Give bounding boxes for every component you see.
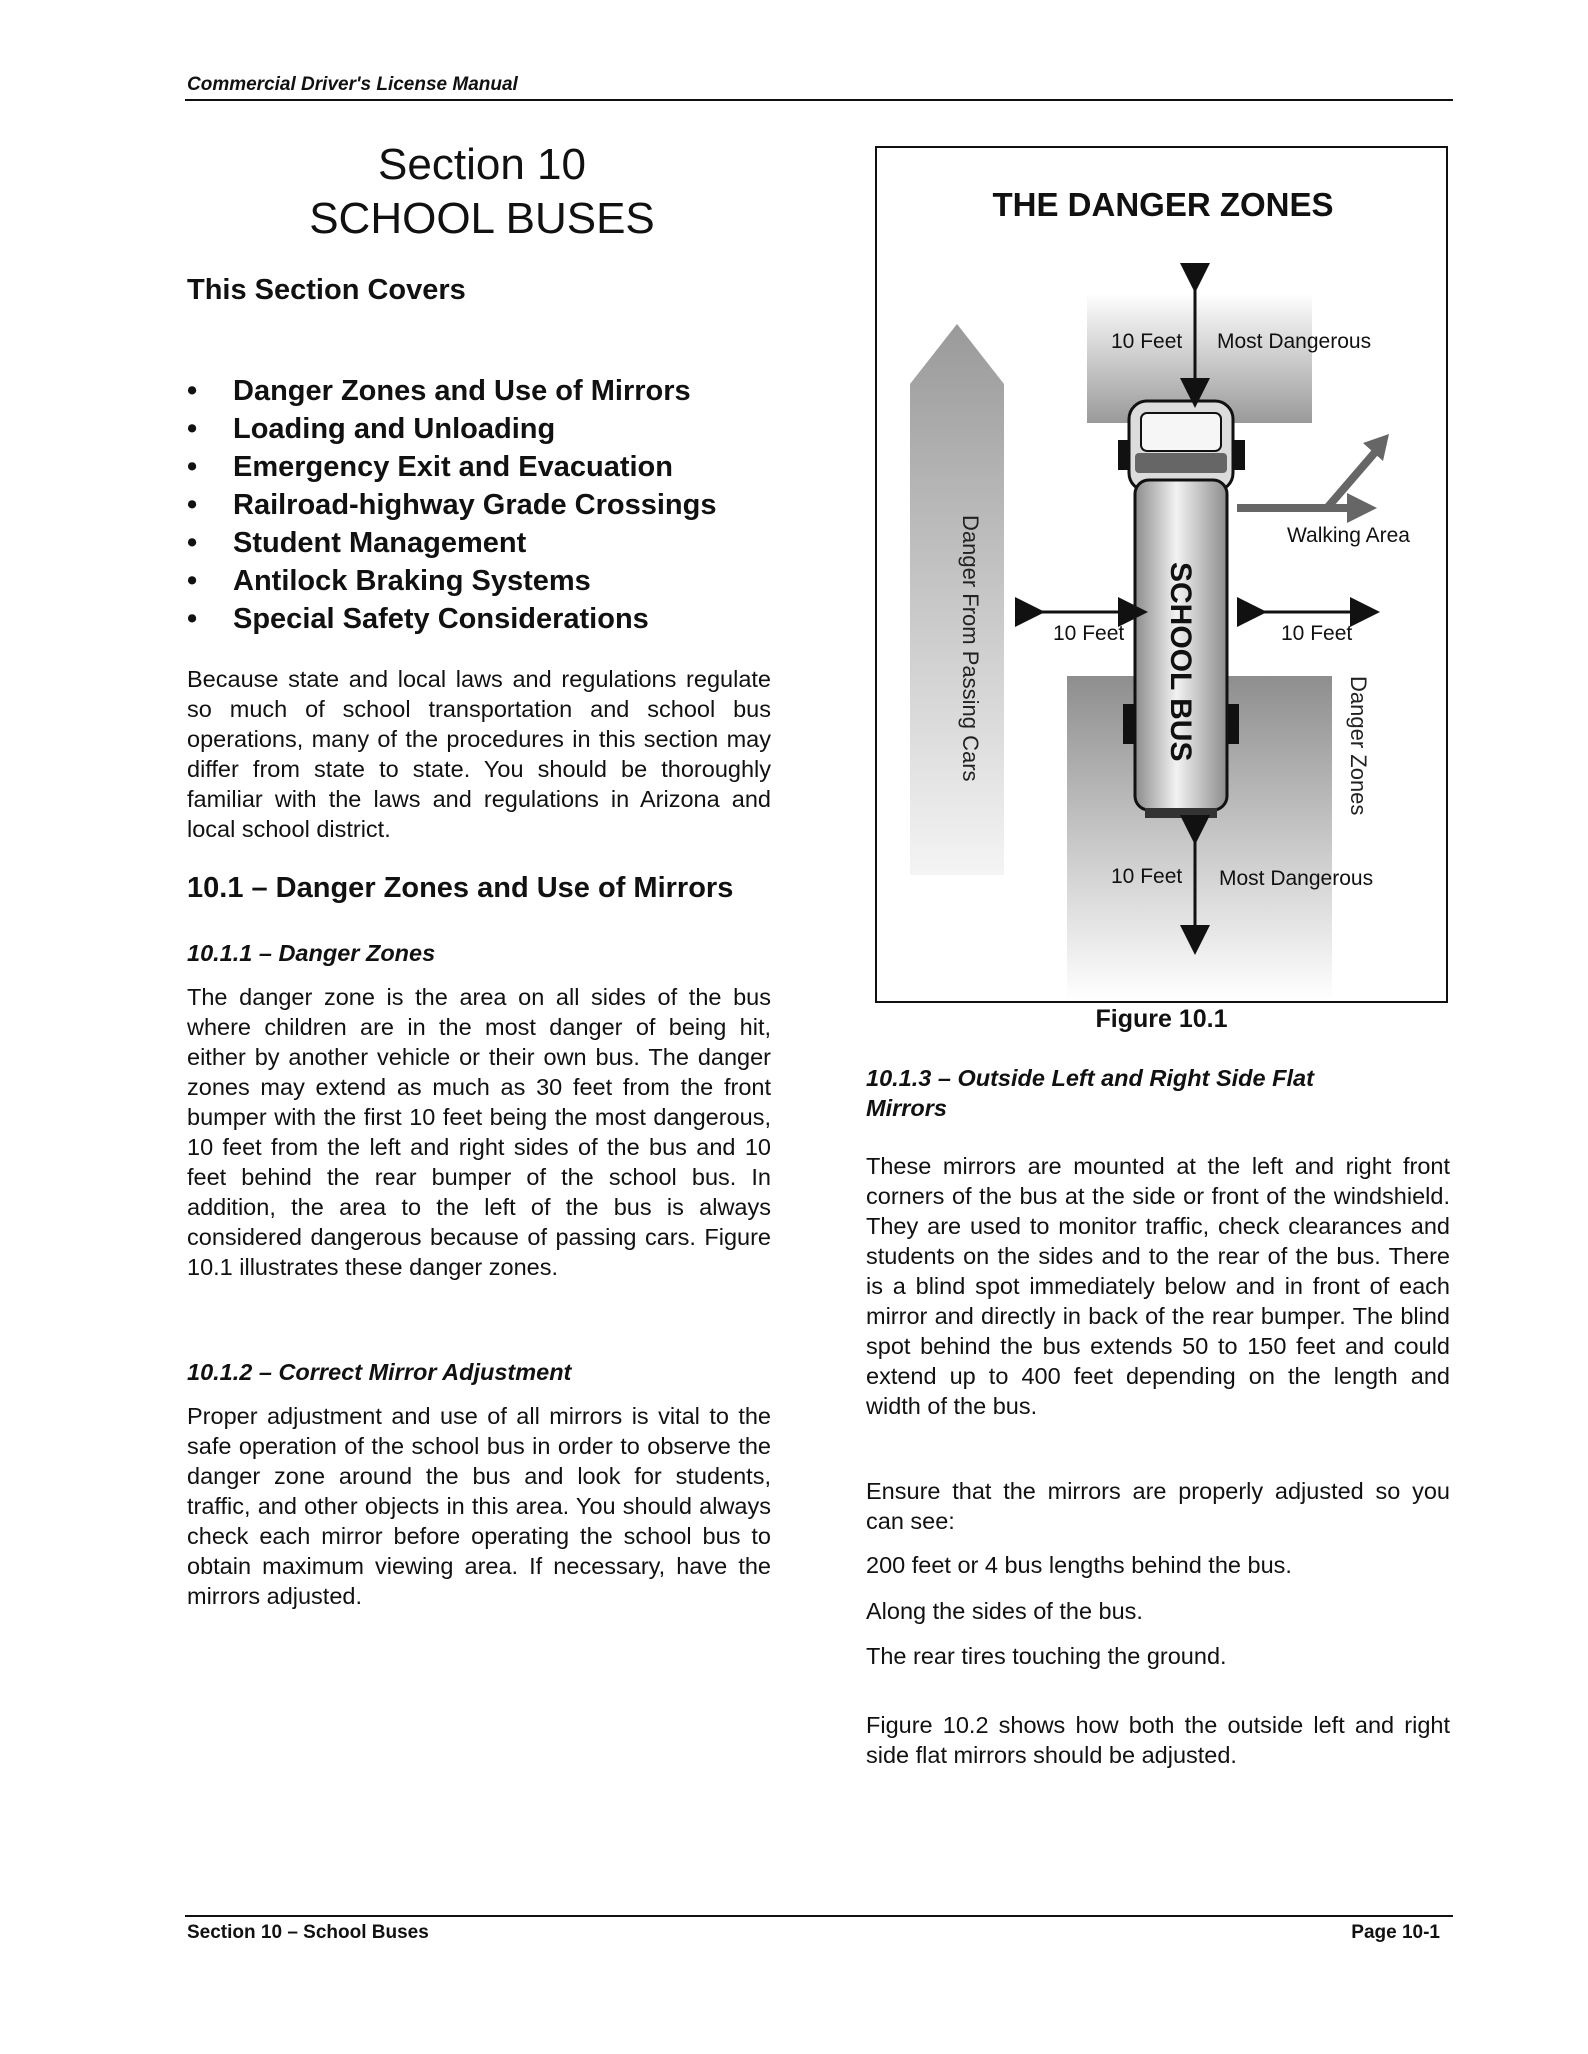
rear-distance-label: 10 Feet [1111, 865, 1183, 888]
mirror-adjustment-paragraph: Proper adjustment and use of all mirrors is vital to the safe operation of the school bus in order to observe the danger zone around the bus and look for students, traffic, and other objects in this area. You should always check each mirror before operating the school bus to obtain maximum viewing area. If necessary, have the mirrors adjusted. [187, 1403, 771, 1609]
danger-zones-figure [875, 146, 1448, 1003]
figure-title: THE DANGER ZONES [992, 186, 1334, 223]
covers-item: • Student Management [187, 524, 716, 562]
front-distance-label: 10 Feet [1111, 330, 1183, 353]
front-note-label: Most Dangerous [1217, 330, 1372, 353]
covers-list [187, 372, 716, 638]
covers-item: • Antilock Braking Systems [187, 562, 716, 600]
footer-page-number: Page 10-1 [1351, 1922, 1440, 1943]
section-number: Section 10 [378, 140, 586, 189]
section-name: SCHOOL BUSES [309, 194, 655, 243]
passing-cars-label: Danger From Passing Cars [958, 515, 983, 782]
footer-rule [185, 1915, 1453, 1917]
school-bus-label: SCHOOL BUS [1164, 562, 1197, 762]
section-10-1-3-heading: 10.1.3 – Outside Left and Right Side Flat Mirrors [866, 1065, 1314, 1121]
running-header: Commercial Driver's License Manual [187, 74, 518, 95]
section-10-1-2-heading: 10.1.2 – Correct Mirror Adjustment [187, 1359, 572, 1385]
covers-item: • Railroad-highway Grade Crossings [187, 486, 716, 524]
mirror-view-line: Along the sides of the bus. [866, 1598, 1143, 1624]
covers-item: • Loading and Unloading [187, 410, 716, 448]
danger-zones-diagram [877, 148, 1446, 1001]
section-10-1-1-heading: 10.1.1 – Danger Zones [187, 940, 436, 966]
ensure-paragraph: Ensure that the mirrors are properly adjusted so you can see: [866, 1478, 1450, 1534]
covers-item: • Special Safety Considerations [187, 600, 716, 638]
rear-note-label: Most Dangerous [1219, 867, 1374, 890]
walking-area-arrows [1237, 434, 1389, 523]
covers-heading: This Section Covers [187, 274, 466, 306]
danger-zones-paragraph: The danger zone is the area on all sides of the bus where children are in the most danger of being hit, either by another vehicle or their own bus. The danger zones may extend as much as 30 feet from the front bumper with the first 10 feet being the most dangerous, 10 feet from the left and right sides of the bus and 10 feet behind the rear bumper of the school bus. In addition, the area to the left of the bus is always considered dangerous because of passing cars. Figure 10.1 illustrates these danger zones. [187, 984, 771, 1280]
flat-mirrors-paragraph: These mirrors are mounted at the left and right front corners of the bus at the side or front of the windshield. They are used to monitor traffic, check clearances and students on the sides and to the rear of the bus. There is a blind spot immediately below and in front of each mirror and directly in back of the rear bumper. The blind spot behind the bus extends 50 to 150 feet and could extend up to 400 feet depending on the length and width of the bus. [866, 1153, 1450, 1419]
figure-caption: Figure 10.1 [1095, 1005, 1228, 1033]
left-distance-label: 10 Feet [1053, 622, 1125, 645]
mirror-view-line: 200 feet or 4 bus lengths behind the bus. [866, 1552, 1292, 1578]
covers-item: • Emergency Exit and Evacuation [187, 448, 716, 486]
covers-item: • Danger Zones and Use of Mirrors [187, 372, 716, 410]
header-rule [185, 99, 1453, 101]
right-distance-label: 10 Feet [1281, 622, 1353, 645]
section-10-1-heading: 10.1 – Danger Zones and Use of Mirrors [187, 872, 734, 904]
passing-cars-arrow [910, 324, 1004, 875]
intro-paragraph: Because state and local laws and regulations regulate so much of school transportation and school bus operations, many of the procedures in this section may differ from state to state. You should be thoroughly familiar with the laws and regulations in Arizona and local school district. [187, 666, 771, 842]
footer-section: Section 10 – School Buses [187, 1922, 429, 1943]
section-title [187, 138, 777, 246]
danger-zones-label: Danger Zones [1346, 676, 1371, 816]
figure-10-2-paragraph: Figure 10.2 shows how both the outside left and right side flat mirrors should be adjusted. [866, 1712, 1450, 1768]
mirror-view-line: The rear tires touching the ground. [866, 1643, 1227, 1669]
walking-area-label: Walking Area [1287, 524, 1410, 547]
